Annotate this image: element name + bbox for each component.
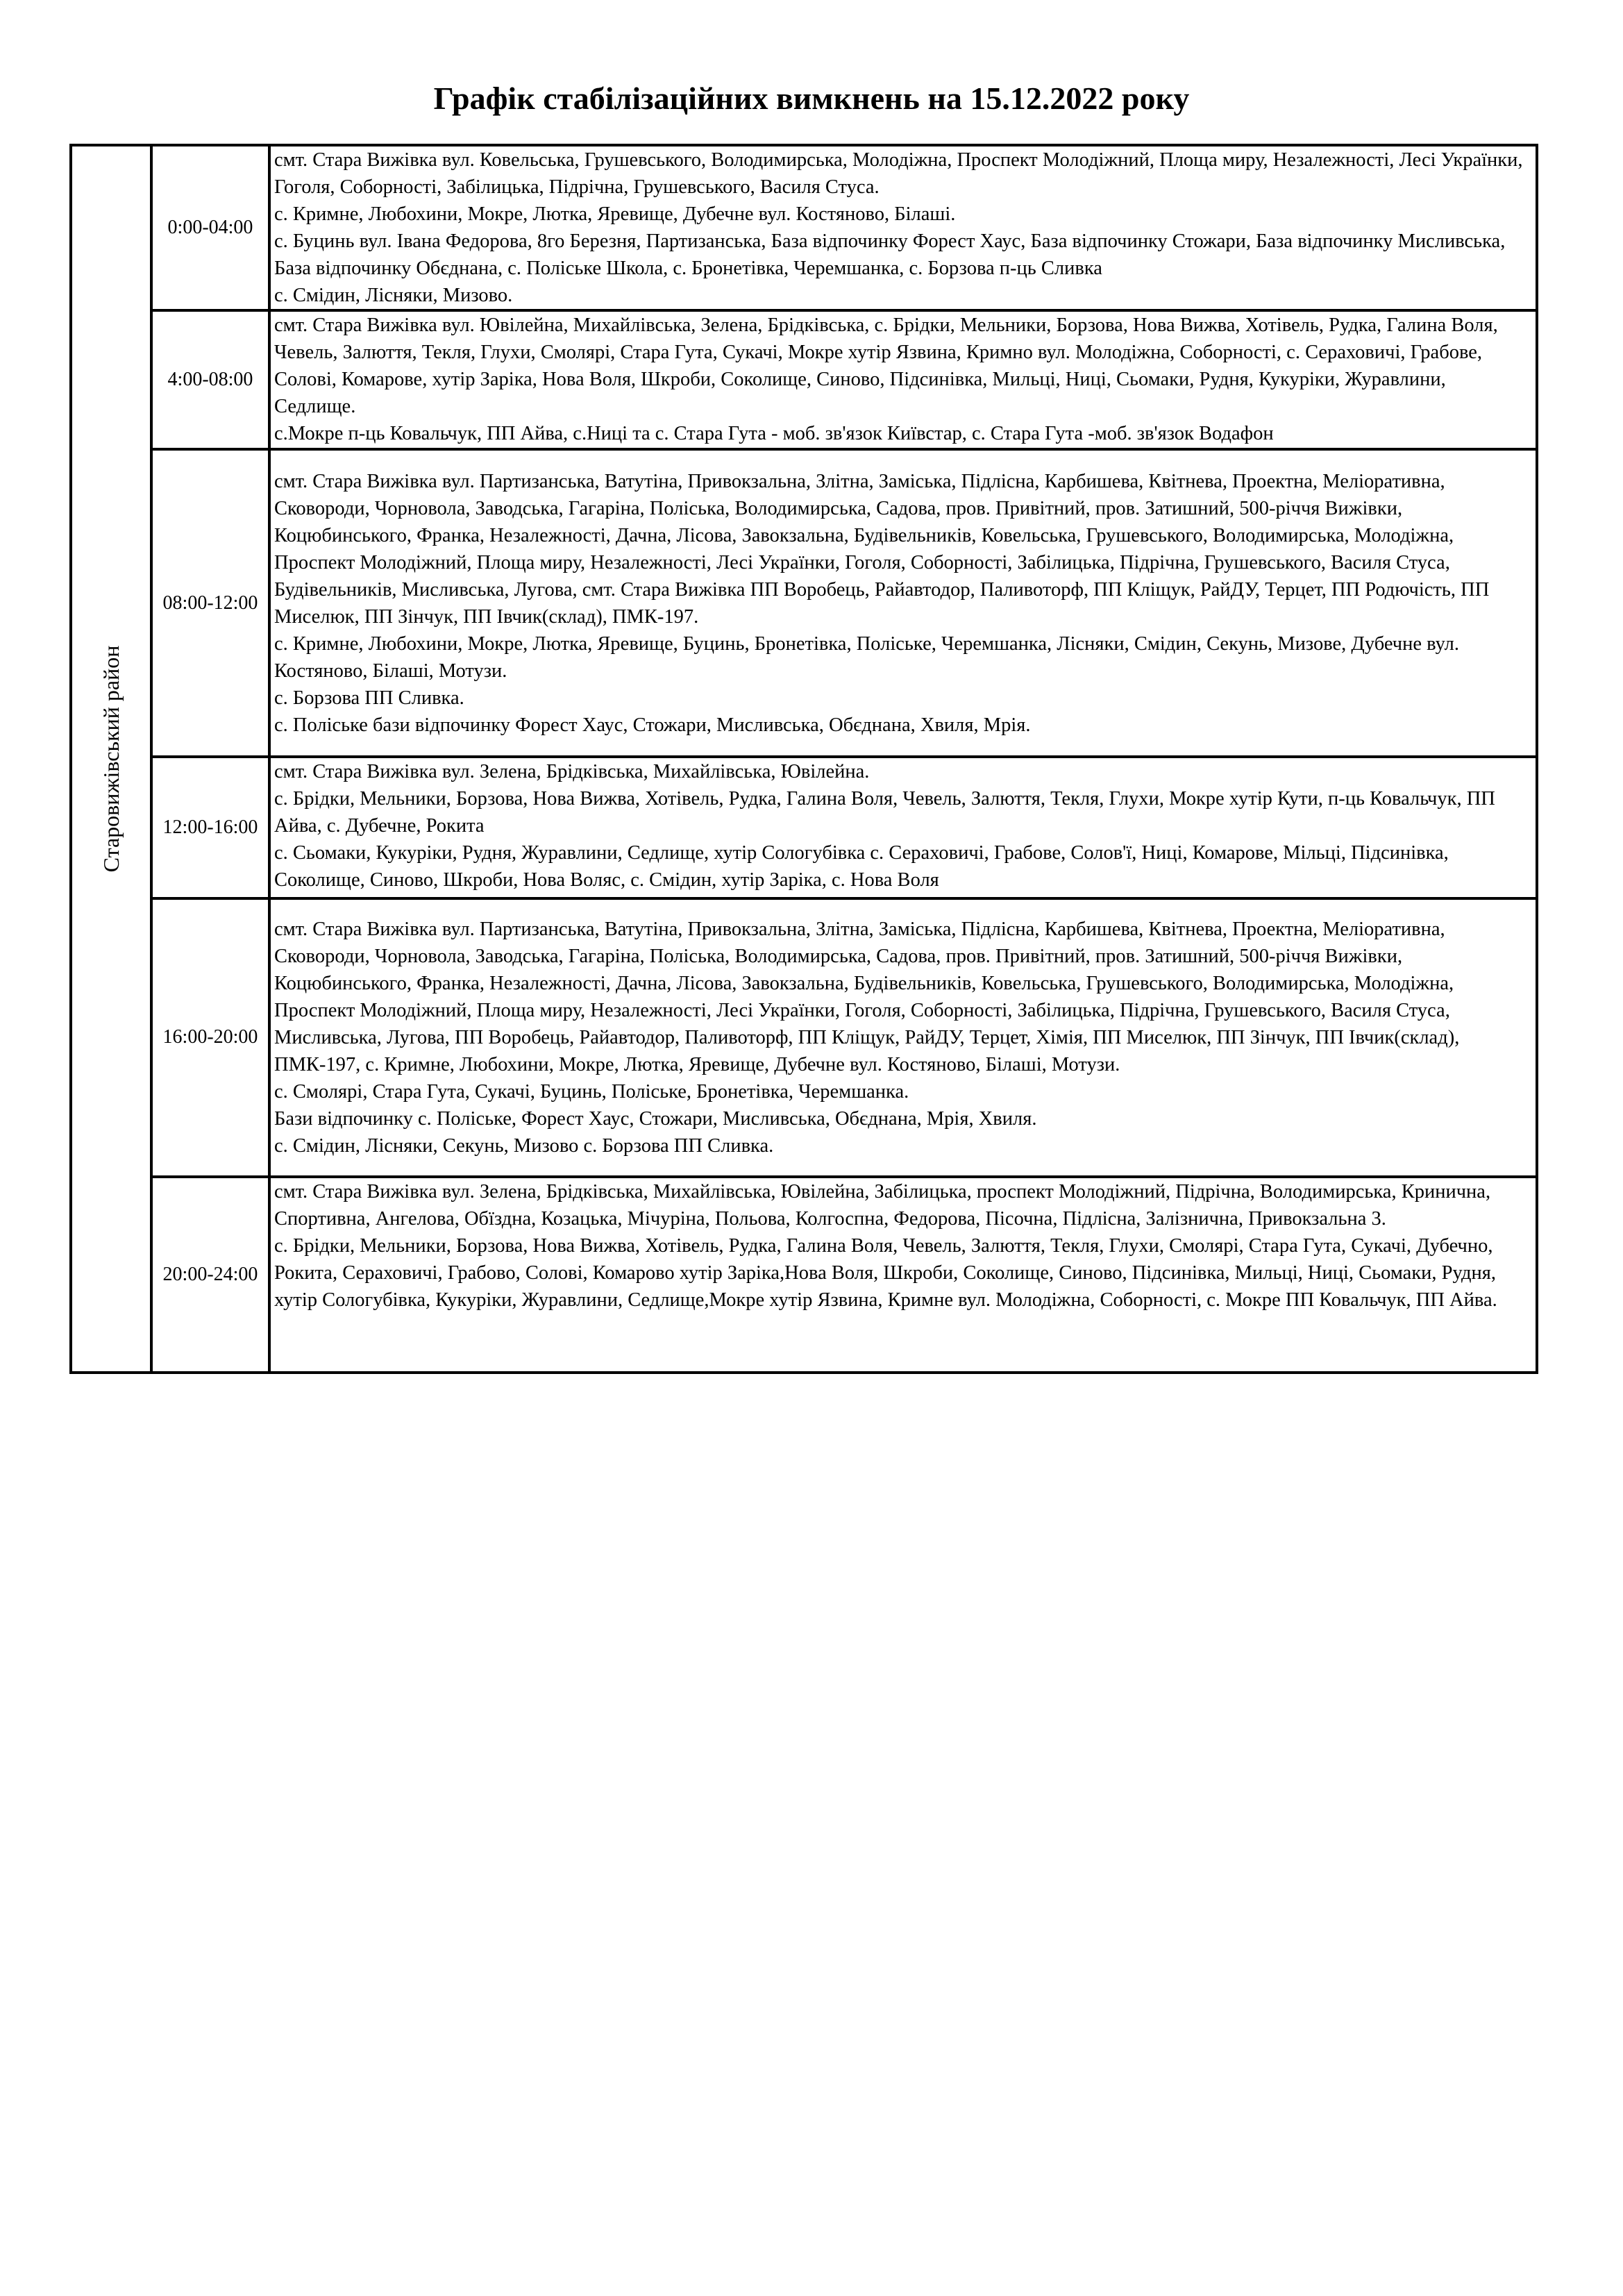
time-slot: 20:00-24:00 <box>151 1177 269 1373</box>
area-line: смт. Стара Вижівка вул. Зелена, Брідківська, Михайлівська, Ювілейна, Забілицька, проспект Молодіжний, Підрічна, Володимирська, Кринична, Спортивна, Ангелова, Обїздна, Козацька, Мічуріна, Польова, Колгоспна, Федорова, Пісочна, Підлісна, Залізнична, Привокзальна 3. <box>274 1180 1491 1230</box>
page-title: Графік стабілізаційних вимкнень на 15.12.2022 року <box>433 81 1190 116</box>
affected-areas <box>269 145 1537 310</box>
area-line: с. Сьомаки, Кукуріки, Рудня, Журавлини, Седлище, хутір Сологубівка с. Сераховичі, Грабове, Солов'ї, Ниці, Комарове, Мільці, Підсинівка, Соколище, Синово, Шкроби, Нова Воляс, с. Смідин, хутір Заріка, с. Нова Воля <box>274 842 1449 891</box>
affected-areas <box>269 898 1537 1177</box>
area-line: с. Кримне, Любохини, Мокре, Лютка, Яревище, Дубечне вул. Костяново, Білаші. <box>274 203 956 225</box>
area-line: с. Брідки, Мельники, Борзова, Нова Вижва, Хотівель, Рудка, Галина Воля, Чевель, Залюття, Текля, Глухи, Смолярі, Стара Гута, Сукачі, Дубечно, Рокита, Сераховичі, Грабово, Солові, Комарово хутір Заріка,Нова Воля, Шкроби, Соколище, Синово, Підсинівка, Мильці, Ниці, Сьомаки, Рудня, хутір Сологубівка, Кукуріки, Журавлини, Седлище,Мокре хутір Язвина, Кримне вул. Молодіжна, Соборності, с. Мокре ПП Ковальчук, ПП Айва. <box>274 1234 1497 1311</box>
area-line: с. Буцинь вул. Івана Федорова, 8го Березня, Партизанська, База відпочинку Форест Хаус, База відпочинку Стожари, База відпочинку Мисливська, База відпочинку Обєднана, с. Поліське Школа, с. Бронетівка, Черемшанка, с. Борзова п-ць Сливка <box>274 231 1506 279</box>
time-slot: 16:00-20:00 <box>151 898 269 1177</box>
district-cell <box>71 145 151 1373</box>
area-line: с. Кримне, Любохини, Мокре, Лютка, Яревище, Буцинь, Бронетівка, Поліське, Черемшанка, Лісняки, Смідин, Секунь, Мизове, Дубечне вул. Костяново, Білаші, Мотузи. <box>274 632 1459 682</box>
area-line: смт. Стара Вижівка вул. Партизанська, Ватутіна, Привокзальна, Злітна, Заміська, Підлісна, Карбишева, Квітнева, Проектна, Меліоративна, Сковороди, Чорновола, Заводська, Гагаріна, Поліська, Володимирська, Садова, пров. Привітний, пров. Затишний, 500-річчя Вижівки, Коцюбинського, Франка, Незалежності, Дачна, Лісова, Завокзальна, Будівельників, Ковельська, Грушевського, Володимирська, Молодіжна, Проспект Молодіжний, Площа миру, Незалежності, Лесі Українки, Гоголя, Соборності, Забілицька, Підрічна, Грушевського, Василя Стуса, Будівельників, Мисливська, Лугова, смт. Стара Вижівка ПП Воробець, Райавтодор, Паливоторф, ПП Кліщук, РайДУ, Терцет, ПП Родючість, ПП Миселюк, ПП Зінчук, ПП Івчик(склад), ПМК-197. <box>274 470 1490 628</box>
district-name: Старовижівський район <box>99 645 124 873</box>
time-slot: 08:00-12:00 <box>151 449 269 757</box>
area-line: смт. Стара Вижівка вул. Ковельська, Грушевського, Володимирська, Молодіжна, Проспект Молодіжний, Площа миру, Незалежності, Лесі Українки, Гоголя, Соборності, Забілицька, Підрічна, Грушевського, Василя Стуса. <box>274 149 1523 198</box>
table-row <box>71 898 1537 1177</box>
time-slot: 4:00-08:00 <box>151 310 269 449</box>
outage-schedule-table <box>69 144 1538 1374</box>
affected-areas <box>269 449 1537 757</box>
time-slot: 12:00-16:00 <box>151 757 269 898</box>
area-line: с.Мокре п-ць Ковальчук, ПП Айва, с.Ниці та с. Стара Гута - моб. зв'язок Київстар, с. Стара Гута -моб. зв'язок Водафон <box>274 423 1274 445</box>
area-line: Бази відпочинку с. Поліське, Форест Хаус, Стожари, Мисливська, Обєднана, Мрія, Хвиля. <box>274 1107 1037 1130</box>
area-line: с. Смолярі, Стара Гута, Сукачі, Буцинь, Поліське, Бронетівка, Черемшанка. <box>274 1080 909 1103</box>
affected-areas <box>269 310 1537 449</box>
table-row <box>71 449 1537 757</box>
area-line: с. Поліське бази відпочинку Форест Хаус, Стожари, Мисливська, Обєднана, Хвиля, Мрія. <box>274 714 1031 736</box>
table-row <box>71 1177 1537 1373</box>
table-row <box>71 757 1537 898</box>
area-line: смт. Стара Вижівка вул. Ювілейна, Михайлівська, Зелена, Брідківська, с. Брідки, Мельники, Борзова, Нова Вижва, Хотівель, Рудка, Галина Воля, Чевель, Залюття, Текля, Глухи, Смолярі, Стара Гута, Сукачі, Мокре хутір Язвина, Кримно вул. Молодіжна, Соборності, с. Сераховичі, Грабове, Солові, Комарове, хутір Заріка, Нова Воля, Шкроби, Соколище, Синово, Підсинівка, Мильці, Ниці, Сьомаки, Рудня, Кукуріки, Журавлини, Седлище. <box>274 315 1498 418</box>
area-line: с. Борзова ПП Сливка. <box>274 687 464 709</box>
area-line: с. Брідки, Мельники, Борзова, Нова Вижва, Хотівель, Рудка, Галина Воля, Чевель, Залюття, Текля, Глухи, Мокре хутір Кути, п-ць Ковальчук, ПП Айва, с. Дубечне, Рокита <box>274 788 1495 837</box>
affected-areas <box>269 1177 1537 1373</box>
area-line: с. Смідин, Лісняки, Секунь, Мизово с. Борзова ПП Сливка. <box>274 1134 774 1157</box>
table-row <box>71 310 1537 449</box>
area-line: смт. Стара Вижівка вул. Партизанська, Ватутіна, Привокзальна, Злітна, Заміська, Підлісна, Карбишева, Квітнева, Проектна, Меліоративна, Сковороди, Чорновола, Заводська, Гагаріна, Поліська, Володимирська, Садова, пров. Привітний, пров. Затишний, 500-річчя Вижівки, Коцюбинського, Франка, Незалежності, Дачна, Лісова, Завокзальна, Будівельників, Ковельська, Грушевського, Володимирська, Молодіжна, Проспект Молодіжний, Площа миру, Незалежності, Лесі Українки, Гоголя, Соборності, Забілицька, Підрічна, Грушевського, Василя Стуса, Мисливська, Лугова, ПП Воробець, Райавтодор, Паливоторф, ПП Кліщук, РайДУ, Терцет, Хімія, ПП Миселюк, ПП Зінчук, ПП Івчик(склад), ПМК-197, с. Кримне, Любохини, Мокре, Лютка, Яревище, Дубечне вул. Костяново, Білаші, Мотузи. <box>274 918 1460 1075</box>
area-line: с. Смідин, Лісняки, Мизово. <box>274 285 513 306</box>
area-line: смт. Стара Вижівка вул. Зелена, Брідківська, Михайлівська, Ювілейна. <box>274 761 870 783</box>
time-slot: 0:00-04:00 <box>151 145 269 310</box>
affected-areas <box>269 757 1537 898</box>
table-row <box>71 145 1537 310</box>
